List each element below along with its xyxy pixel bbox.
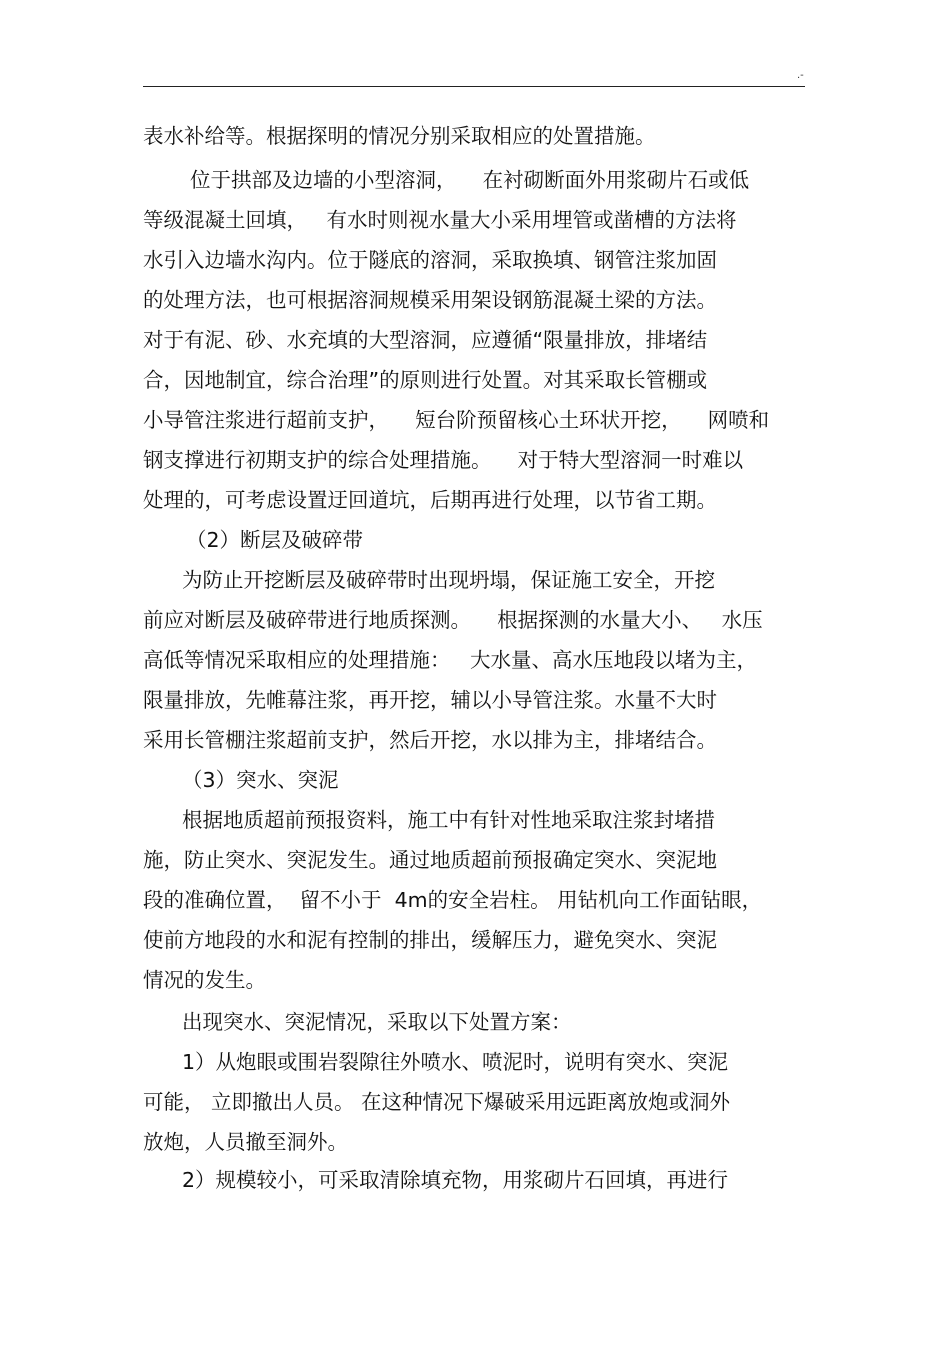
list-item: 2）规模较小，可采取清除填充物，用浆砌片石回填，再进行	[182, 1168, 729, 1192]
header-mark: .-	[797, 70, 804, 81]
text-line: 为防止开挖断层及破碎带时出现坍塌，保证施工安全，开挖	[182, 568, 715, 592]
text-line: 根据地质超前预报资料，施工中有针对性地采取注浆封堵措	[182, 808, 715, 832]
text-line: 放炮，人员撤至洞外。	[143, 1130, 348, 1154]
text-line: 前应对断层及破碎带进行地质探测。 根据探测的水量大小、 水压	[143, 608, 763, 632]
text-line: 的处理方法，也可根据溶洞规模采用架设钢筋混凝土梁的方法。	[143, 288, 717, 312]
text-line: 对于有泥、砂、水充填的大型溶洞，应遵循“限量排放，排堵结	[143, 328, 708, 352]
text-line: 高低等情况采取相应的处理措施： 大水量、高水压地段以堵为主，	[143, 648, 758, 672]
text-line: 情况的发生。	[143, 968, 266, 992]
text-line: 水引入边墙水沟内。位于隧底的溶洞，采取换填、钢管注浆加固	[143, 248, 717, 272]
text-line: 表水补给等。根据探明的情况分别采取相应的处置措施。	[143, 124, 656, 148]
text-line: 施，防止突水、突泥发生。通过地质超前预报确定突水、突泥地	[143, 848, 717, 872]
text-line: 可能， 立即撤出人员。 在这种情况下爆破采用远距离放炮或洞外	[143, 1090, 731, 1114]
text-line: 等级混凝土回填， 有水时则视水量大小采用埋管或凿槽的方法将	[143, 208, 737, 232]
text-line: 处理的，可考虑设置迂回道坑，后期再进行处理，以节省工期。	[143, 488, 717, 512]
text-line: 小导管注浆进行超前支护， 短台阶预留核心土环状开挖， 网喷和	[143, 408, 770, 432]
text-line: 采用长管棚注浆超前支护，然后开挖，水以排为主，排堵结合。	[143, 728, 717, 752]
text-line: 使前方地段的水和泥有控制的排出，缓解压力，避免突水、突泥	[143, 928, 717, 952]
section-heading: （3）突水、突泥	[182, 768, 339, 792]
text-line: 限量排放，先帷幕注浆，再开挖，辅以小导管注浆。水量不大时	[143, 688, 717, 712]
list-item: 1）从炮眼或围岩裂隙往外喷水、喷泥时，说明有突水、突泥	[182, 1050, 729, 1074]
text-line: 出现突水、突泥情况，采取以下处置方案：	[182, 1010, 572, 1034]
text-line: 段的准确位置， 留不小于 4m的安全岩柱。 用钻机向工作面钻眼，	[143, 888, 763, 912]
text-line: 合，因地制宜，综合治理”的原则进行处置。对其采取长管棚或	[143, 368, 708, 392]
text-line: 钢支撑进行初期支护的综合处理措施。 对于特大型溶洞一时难以	[143, 448, 744, 472]
header-rule	[143, 86, 805, 87]
section-heading: （2）断层及破碎带	[186, 528, 364, 552]
text-line: 位于拱部及边墙的小型溶洞， 在衬砌断面外用浆砌片石或低	[190, 168, 750, 192]
